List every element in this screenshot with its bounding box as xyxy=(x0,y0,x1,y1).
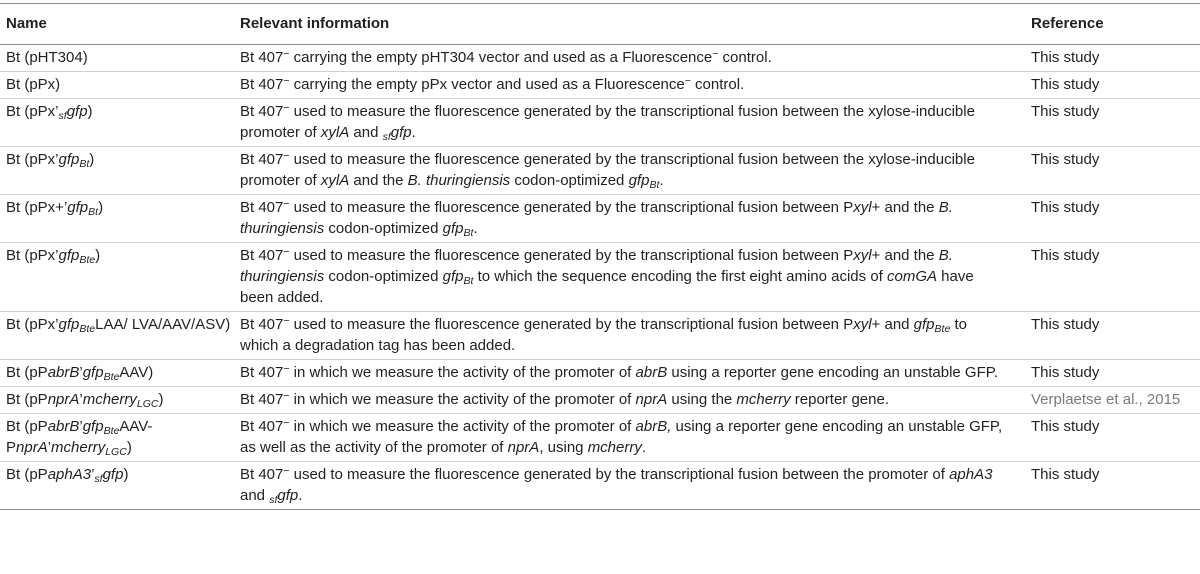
header-row xyxy=(0,4,1200,45)
relevant-information-text: Bt 407 xyxy=(240,364,284,381)
relevant-information-text: Bt 407 xyxy=(240,151,284,168)
relevant-information-cell xyxy=(233,414,1028,462)
strain-name-text: ) xyxy=(87,103,93,120)
strain-name-text: ) xyxy=(126,439,132,456)
relevant-information-text: Bt 407 xyxy=(240,466,284,483)
relevant-information-text: Bt 407 xyxy=(240,316,284,333)
strain-name-cell xyxy=(0,414,233,462)
relevant-information-text: codon-optimized xyxy=(324,220,443,237)
strain-name-text: Bt (pP xyxy=(6,364,48,381)
strain-name-text: abrB xyxy=(47,364,80,381)
relevant-information-cell xyxy=(233,72,1028,99)
strain-name-text: ’ xyxy=(47,439,52,456)
relevant-information-text: carrying the empty pPx vector and used as a Fluorescence xyxy=(289,76,685,93)
strain-name-text: gfp xyxy=(58,151,80,168)
relevant-information-text: gfp xyxy=(913,316,935,333)
reference-cell: This study xyxy=(1028,147,1200,195)
relevant-information-text: codon-optimized xyxy=(510,172,629,189)
relevant-information-text: . xyxy=(473,220,478,237)
relevant-information-text: xylA xyxy=(320,124,350,141)
relevant-information-text: nprA xyxy=(507,439,540,456)
strain-name-cell xyxy=(0,72,233,99)
strain-name-text: Bt (pHT304) xyxy=(6,49,88,66)
strain-name-cell xyxy=(0,195,233,243)
relevant-information-text: carrying the empty pHT304 vector and used as a Fluorescence xyxy=(289,49,713,66)
relevant-information-text: xyl xyxy=(853,316,872,333)
relevant-information-subscript: Bte xyxy=(934,323,951,335)
relevant-information-text: and the xyxy=(349,172,408,189)
strain-name-subscript: Bte xyxy=(103,425,120,437)
table-row xyxy=(0,72,1200,99)
strain-name-subscript: Bte xyxy=(79,254,96,266)
reference-cell: This study xyxy=(1028,360,1200,387)
strain-name-cell xyxy=(0,360,233,387)
relevant-information-text: used to measure the fluorescence generated by the transcriptional fusion between P xyxy=(289,247,854,264)
strain-name-subscript: sf xyxy=(58,110,67,122)
relevant-information-text: abrB xyxy=(635,364,668,381)
strain-name-text: gfp xyxy=(102,466,124,483)
strain-name-cell xyxy=(0,45,233,72)
header-reference: Reference xyxy=(1028,4,1200,45)
strain-name-subscript: Bte xyxy=(79,323,96,335)
strain-name-text: Bt (pP xyxy=(6,391,48,408)
relevant-information-text: mcherry xyxy=(587,439,642,456)
relevant-information-text: − xyxy=(283,150,290,162)
header-name: Name xyxy=(0,4,233,45)
strain-name-subscript: Bt xyxy=(79,158,90,170)
relevant-information-text: Bt 407 xyxy=(240,103,284,120)
relevant-information-cell xyxy=(233,45,1028,72)
strain-name-text: Bt (pPx’ xyxy=(6,103,59,120)
strains-table xyxy=(0,3,1200,510)
relevant-information-cell xyxy=(233,243,1028,312)
table-body xyxy=(0,45,1200,510)
reference-cell: This study xyxy=(1028,243,1200,312)
table-row xyxy=(0,243,1200,312)
strain-name-text: AAV) xyxy=(119,364,154,381)
relevant-information-text: B. thuringiensis xyxy=(240,199,953,237)
relevant-information-text: − xyxy=(283,465,290,477)
relevant-information-text: Bt 407 xyxy=(240,247,284,264)
strain-name-text: Bt (pP xyxy=(6,466,48,483)
relevant-information-text: gfp xyxy=(628,172,650,189)
relevant-information-text: using the xyxy=(667,391,737,408)
reference-cell: This study xyxy=(1028,72,1200,99)
relevant-information-text: Bt 407 xyxy=(240,391,284,408)
table-row xyxy=(0,462,1200,510)
strain-name-text: gfp xyxy=(58,247,80,264)
relevant-information-text: . xyxy=(641,439,647,456)
strain-name-text: ’ xyxy=(79,364,83,381)
header-relevant-information: Relevant information xyxy=(233,4,1028,45)
relevant-information-text: nprA xyxy=(635,391,668,408)
table-row xyxy=(0,147,1200,195)
strain-name-text: mcherry xyxy=(82,391,137,408)
strain-name-text: ’ xyxy=(79,391,83,408)
relevant-information-text: in which we measure the activity of the promoter of xyxy=(289,364,636,381)
strain-name-text: gfp xyxy=(66,103,88,120)
table-row xyxy=(0,45,1200,72)
relevant-information-text: gfp xyxy=(277,487,299,504)
strain-name-text: mcherry xyxy=(51,439,106,456)
strain-name-text: Bt (pPx’ xyxy=(6,247,59,264)
reference-cell: This study xyxy=(1028,414,1200,462)
relevant-information-text: − xyxy=(684,75,691,87)
relevant-information-text: and xyxy=(240,487,270,504)
relevant-information-text: gfp xyxy=(442,220,464,237)
relevant-information-text: xyl xyxy=(853,199,872,216)
table-row xyxy=(0,387,1200,414)
strain-name-text: ) xyxy=(123,466,129,483)
relevant-information-subscript: Bt xyxy=(463,275,474,287)
strain-name-subscript: Bt xyxy=(88,206,99,218)
strain-name-cell xyxy=(0,387,233,414)
relevant-information-text: − xyxy=(283,198,290,210)
table-row xyxy=(0,195,1200,243)
relevant-information-cell xyxy=(233,387,1028,414)
relevant-information-subscript: Bt xyxy=(649,179,660,191)
strain-name-text: gfp xyxy=(82,418,104,435)
relevant-information-text: Bt 407 xyxy=(240,49,284,66)
relevant-information-text: − xyxy=(283,417,290,429)
relevant-information-text: B. thuringiensis xyxy=(407,172,511,189)
relevant-information-cell xyxy=(233,195,1028,243)
strain-name-text: AAV- P xyxy=(6,418,153,456)
relevant-information-text: . xyxy=(411,124,416,141)
relevant-information-subscript: sf xyxy=(382,131,391,143)
relevant-information-text: control. xyxy=(718,49,772,66)
reference-cell[interactable]: Verplaetse et al., 2015 xyxy=(1028,387,1200,414)
relevant-information-text: gfp xyxy=(390,124,412,141)
relevant-information-text: used to measure the fluorescence generated by the transcriptional fusion between P xyxy=(289,199,854,216)
relevant-information-text: using a reporter gene encoding an unstable GFP, as well as the activity of the promoter of xyxy=(240,418,1003,456)
relevant-information-text: Bt 407 xyxy=(240,418,284,435)
relevant-information-text: codon-optimized xyxy=(324,268,443,285)
relevant-information-text: − xyxy=(283,102,290,114)
reference-cell: This study xyxy=(1028,462,1200,510)
strain-name-text: Bt (pPx’ xyxy=(6,316,59,333)
strain-name-text: nprA xyxy=(47,391,80,408)
strain-name-text: ) xyxy=(98,199,104,216)
relevant-information-cell xyxy=(233,147,1028,195)
relevant-information-text: + and the xyxy=(871,199,939,216)
strain-name-cell xyxy=(0,147,233,195)
relevant-information-text: abrB, xyxy=(635,418,672,435)
relevant-information-subscript: sf xyxy=(269,494,278,506)
strain-name-text: gfp xyxy=(58,316,80,333)
relevant-information-subscript: Bt xyxy=(463,227,474,239)
relevant-information-text: gfp xyxy=(442,268,464,285)
strain-name-subscript: sf xyxy=(94,473,103,485)
strain-name-text: ’ xyxy=(79,418,83,435)
relevant-information-text: − xyxy=(283,390,290,402)
strain-name-cell xyxy=(0,99,233,147)
strain-name-text: Bt (pPx) xyxy=(6,76,61,93)
relevant-information-text: + and xyxy=(871,316,914,333)
relevant-information-text: Bt 407 xyxy=(240,76,284,93)
reference-cell: This study xyxy=(1028,45,1200,72)
strain-name-text: ) xyxy=(89,151,95,168)
strain-name-cell xyxy=(0,243,233,312)
relevant-information-text: − xyxy=(283,246,290,258)
relevant-information-text: and xyxy=(349,124,383,141)
strain-name-text: Bt (pPx’ xyxy=(6,151,59,168)
relevant-information-text: in which we measure the activity of the promoter of xyxy=(289,418,636,435)
relevant-information-text: − xyxy=(283,315,290,327)
strain-name-text: abrB xyxy=(47,418,80,435)
relevant-information-text: . xyxy=(298,487,303,504)
strain-name-subscript: LGC xyxy=(136,398,159,410)
relevant-information-cell xyxy=(233,462,1028,510)
table-row xyxy=(0,312,1200,360)
relevant-information-text: comGA xyxy=(887,268,938,285)
strain-name-text: LAA/ LVA/AAV/ASV) xyxy=(95,316,231,333)
strain-name-text: ) xyxy=(158,391,164,408)
relevant-information-text: − xyxy=(283,75,290,87)
relevant-information-text: xyl xyxy=(853,247,872,264)
reference-cell: This study xyxy=(1028,195,1200,243)
relevant-information-text: + and the xyxy=(871,247,939,264)
strain-name-text: Bt (pPx+’ xyxy=(6,199,68,216)
strain-name-cell xyxy=(0,462,233,510)
relevant-information-text: used to measure the fluorescence generated by the transcriptional fusion between P xyxy=(289,316,854,333)
relevant-information-text: . xyxy=(659,172,664,189)
relevant-information-text: in which we measure the activity of the promoter of xyxy=(289,391,636,408)
relevant-information-cell xyxy=(233,312,1028,360)
relevant-information-text: aphA3 xyxy=(949,466,993,483)
relevant-information-text: B. thuringiensis xyxy=(240,247,953,285)
table-row xyxy=(0,360,1200,387)
table-header xyxy=(0,4,1200,45)
strain-name-text: nprA xyxy=(16,439,48,456)
relevant-information-text: have been added. xyxy=(240,268,974,306)
strain-name-text: gfp xyxy=(82,364,104,381)
relevant-information-text: to which a degradation tag has been added. xyxy=(240,316,967,354)
relevant-information-text: mcherry xyxy=(736,391,791,408)
reference-cell: This study xyxy=(1028,312,1200,360)
relevant-information-text: used to measure the fluorescence generated by the transcriptional fusion between the promoter of xyxy=(289,466,950,483)
relevant-information-text: reporter gene. xyxy=(790,391,889,408)
relevant-information-text: control. xyxy=(690,76,745,93)
strain-name-text: aphA3 xyxy=(47,466,92,483)
table-row xyxy=(0,99,1200,147)
relevant-information-text: used to measure the fluorescence generated by the transcriptional fusion between the xylose-inducible promoter of xyxy=(240,103,975,141)
relevant-information-text: Bt 407 xyxy=(240,199,284,216)
strain-name-text: ) xyxy=(95,247,101,264)
relevant-information-text: − xyxy=(283,363,290,375)
relevant-information-text: − xyxy=(283,48,290,60)
strain-name-subscript: Bte xyxy=(103,371,120,383)
relevant-information-text: − xyxy=(712,48,719,60)
relevant-information-text: xylA xyxy=(320,172,350,189)
relevant-information-text: , using xyxy=(539,439,588,456)
strain-name-text: Bt (pP xyxy=(6,418,48,435)
relevant-information-cell xyxy=(233,99,1028,147)
strain-name-text: ’ xyxy=(91,466,95,483)
relevant-information-cell xyxy=(233,360,1028,387)
strain-name-text: gfp xyxy=(67,199,89,216)
relevant-information-text: used to measure the fluorescence generated by the transcriptional fusion between the xylose-inducible promoter of xyxy=(240,151,975,189)
strain-name-cell xyxy=(0,312,233,360)
table-row xyxy=(0,414,1200,462)
relevant-information-text: to which the sequence encoding the first eight amino acids of xyxy=(473,268,887,285)
relevant-information-text: using a reporter gene encoding an unstable GFP. xyxy=(667,364,998,381)
strain-name-subscript: LGC xyxy=(105,446,127,458)
reference-cell: This study xyxy=(1028,99,1200,147)
